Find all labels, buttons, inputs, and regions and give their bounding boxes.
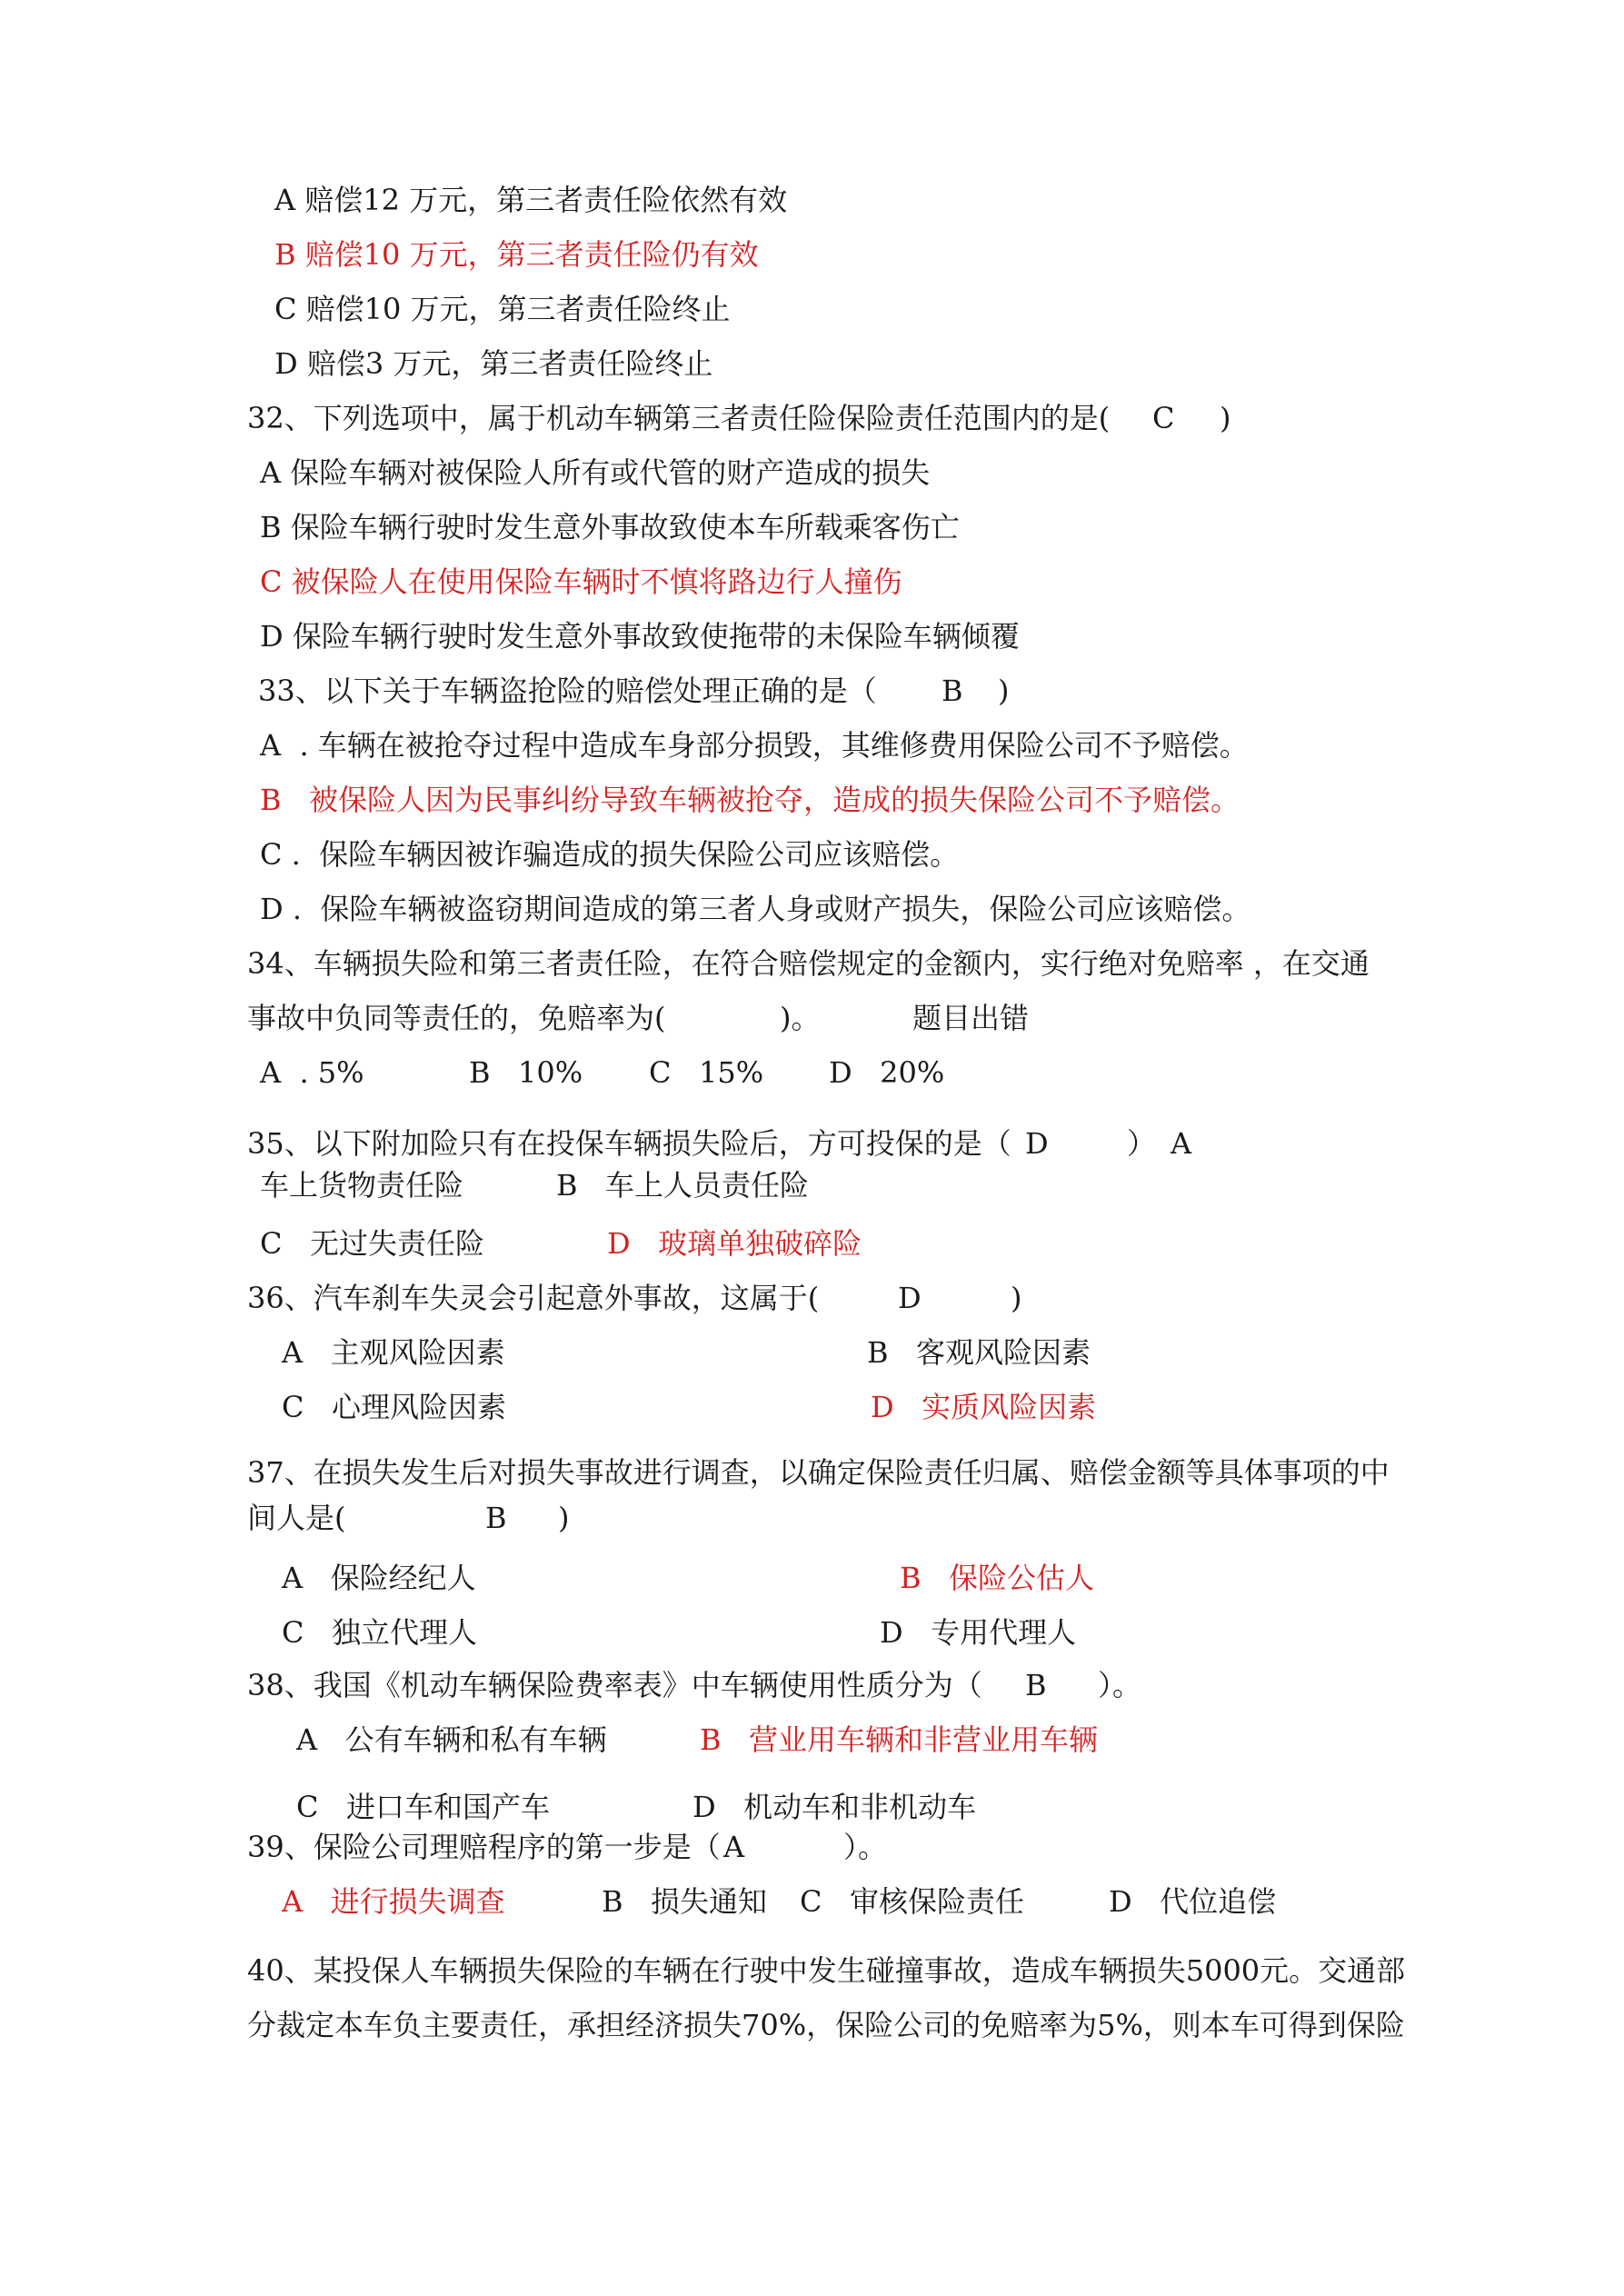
q32-close-paren: ) — [1220, 401, 1231, 435]
q36-option-a: A 主观风险因素 — [282, 1335, 505, 1370]
q38-option-b-answer: B 营业用车辆和非营业用车辆 — [700, 1722, 1099, 1757]
q40-stem-line2: 分裁定本车负主要责任，承担经济损失70%，保险公司的免赔率为5%，则本车可得到保险 — [247, 2008, 1405, 2042]
q37-stem-line1: 37、在损失发生后对损失事故进行调查，以确定保险责任归属、赔偿金额等具体事项的中 — [247, 1455, 1390, 1490]
q39-answer: A — [723, 1830, 745, 1864]
q31-option-d: D 赔偿3 万元，第三者责任险终止 — [274, 346, 713, 381]
q36-option-c: C 心理风险因素 — [282, 1390, 507, 1424]
q39-option-d: D 代位追偿 — [1109, 1884, 1277, 1919]
q37-option-c: C 独立代理人 — [282, 1615, 478, 1650]
q36-stem: 36、汽车刹车失灵会引起意外事故，这属于( — [247, 1281, 820, 1315]
q39-stem: 39、保险公司理赔程序的第一步是（ — [247, 1830, 721, 1864]
q34-option-a: A . 5% — [260, 1055, 364, 1090]
q38-option-d: D 机动车和非机动车 — [692, 1790, 977, 1824]
q33-close-paren: ) — [998, 674, 1010, 708]
q34-stem-line1: 34、车辆损失险和第三者责任险，在符合赔偿规定的金额内，实行绝对免赔率 ，在交通 — [247, 946, 1370, 981]
q34-option-d: D 20% — [829, 1055, 945, 1090]
q38-close-paren: ）。 — [1098, 1668, 1142, 1702]
q32-stem: 32、下列选项中，属于机动车辆第三者责任险保险责任范围内的是( — [247, 401, 1111, 435]
q37-answer: B — [485, 1501, 507, 1535]
q38-stem: 38、我国《机动车辆保险费率表》中车辆使用性质分为（ — [247, 1668, 982, 1702]
q36-option-d-answer: D 实质风险因素 — [871, 1390, 1097, 1424]
q32-option-c-answer: C 被保险人在使用保险车辆时不慎将路边行人撞伤 — [260, 564, 902, 599]
q31-option-b-answer: B 赔偿10 万元，第三者责任险仍有效 — [274, 237, 759, 272]
q38-option-c: C 进口车和国产车 — [296, 1790, 551, 1824]
q35-option-c: C 无过失责任险 — [260, 1226, 485, 1261]
q36-answer: D — [898, 1281, 922, 1315]
q39-option-b: B 损失通知 — [602, 1884, 768, 1919]
q39-option-a-answer: A 进行损失调查 — [282, 1884, 505, 1919]
q33-answer: B — [942, 674, 963, 708]
q32-option-a: A 保险车辆对被保险人所有或代管的财产造成的损失 — [260, 455, 931, 490]
q35-option-d-answer: D 玻璃单独破碎险 — [607, 1226, 862, 1261]
q34-option-c: C 15% — [649, 1055, 764, 1090]
q37-option-a: A 保险经纪人 — [282, 1561, 476, 1595]
q31-option-a: A 赔偿12 万元，第三者责任险依然有效 — [274, 183, 788, 217]
q35-option-a-letter: A — [1171, 1126, 1192, 1161]
q35-close-paren: ） — [1127, 1126, 1157, 1161]
q32-answer: C — [1152, 401, 1175, 435]
q35-stem: 35、以下附加险只有在投保车辆损失险后，方可投保的是（ — [247, 1126, 1011, 1161]
q33-option-c: C . 保险车辆因被诈骗造成的损失保险公司应该赔偿。 — [260, 837, 960, 872]
q33-option-a: A . 车辆在被抢夺过程中造成车身部分损毁，其维修费用保险公司不予赔偿。 — [260, 728, 1249, 763]
q35-option-a: 车上货物责任险 — [260, 1168, 464, 1203]
q36-close-paren: ) — [1011, 1281, 1022, 1315]
q33-option-d: D . 保险车辆被盗窃期间造成的第三者人身或财产损失，保险公司应该赔偿。 — [260, 892, 1251, 926]
q38-option-a: A 公有车辆和私有车辆 — [296, 1722, 607, 1757]
q33-option-b-answer: B 被保险人因为民事纠纷导致车辆被抢夺，造成的损失保险公司不予赔偿。 — [260, 783, 1240, 817]
q37-option-d: D 专用代理人 — [880, 1615, 1077, 1650]
q34-option-b: B 10% — [469, 1055, 583, 1090]
q40-stem-line1: 40、某投保人车辆损失保险的车辆在行驶中发生碰撞事故，造成车辆损失5000元。交通部 — [247, 1953, 1406, 1988]
q34-close-paren: )。 — [780, 1001, 821, 1035]
q31-option-c: C 赔偿10 万元，第三者责任险终止 — [274, 292, 731, 326]
q39-option-c: C 审核保险责任 — [800, 1884, 1025, 1919]
q37-close-paren: ) — [558, 1501, 570, 1535]
q34-note: 题目出错 — [912, 1001, 1030, 1035]
q37-stem-line2: 间人是( — [247, 1501, 346, 1535]
q35-option-b: B 车上人员责任险 — [556, 1168, 810, 1203]
q34-stem-line2: 事故中负同等责任的，免赔率为( — [247, 1001, 666, 1035]
q37-option-b-answer: B 保险公估人 — [900, 1561, 1095, 1595]
q39-close-paren: ）。 — [843, 1830, 888, 1864]
q32-option-b: B 保险车辆行驶时发生意外事故致使本车所载乘客伤亡 — [260, 510, 960, 544]
q35-answer: D — [1025, 1126, 1049, 1161]
q32-option-d: D 保险车辆行驶时发生意外事故致使拖带的未保险车辆倾覆 — [260, 619, 1020, 654]
q36-option-b: B 客观风险因素 — [867, 1335, 1091, 1370]
q33-stem: 33、以下关于车辆盗抢险的赔偿处理正确的是（ — [258, 674, 877, 708]
q38-answer: B — [1025, 1668, 1047, 1702]
